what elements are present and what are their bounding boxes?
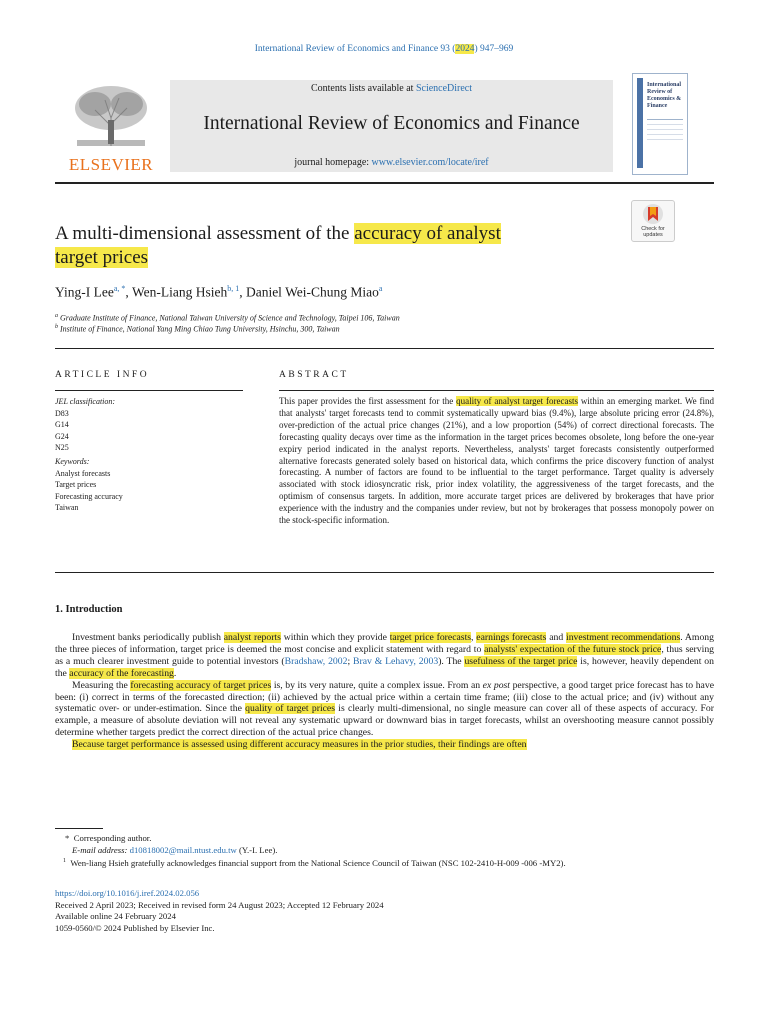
article-title (55, 222, 595, 270)
contents-line (170, 83, 613, 94)
text-segment: within which they provide (280, 632, 390, 643)
header-divider (55, 182, 714, 184)
text-segment: and (546, 632, 567, 643)
article-info-block (55, 396, 245, 514)
author-affiliation-marker[interactable]: a (378, 284, 383, 293)
elsevier-logo (55, 80, 167, 178)
section-heading-introduction: 1. Introduction (55, 604, 123, 615)
highlighted-text: usefulness of the target price (464, 655, 578, 667)
author-affiliation-marker[interactable]: a, * (113, 284, 126, 293)
text-segment: is clearly multi-dimensional, no single measure can cover all of these aspects of accuracy. For example, a measure of absolute deviation will not reveal any systematic upward or downward bias in target forecasts, whilst an overshooting measure cannot possibly determine whether targets predict the correct direction of the actual price changes. (55, 703, 714, 739)
title-highlight: target prices (55, 247, 149, 268)
text-segment: , (471, 632, 477, 643)
footnote-text: Wen-liang Hsieh gratefully acknowledges financial support from the National Science Council of Taiwan (NSC 102-2410-H-009 -006 -MY2). (70, 858, 566, 869)
email-label: E-mail address: (72, 844, 128, 855)
bookmark-icon (632, 201, 674, 227)
section-divider (55, 348, 714, 349)
jel-code: N25 (55, 443, 69, 453)
text-segment: . (173, 667, 177, 679)
abstract-heading: ABSTRACT (279, 370, 349, 380)
affiliation-text: Institute of Finance, National Yang Ming Chiao Tung University, Hsinchu, 300, Taiwan (60, 324, 340, 334)
footnote-email (55, 845, 715, 857)
author-name[interactable]: Ying-I Lee (55, 284, 114, 300)
text-segment: is, however, heavily dependent on the (55, 655, 714, 679)
highlighted-text: earnings forecasts (476, 632, 547, 643)
author-affiliation-marker[interactable]: b, 1 (227, 284, 240, 293)
citation-link[interactable]: Bradshaw, 2002 (284, 655, 348, 667)
highlighted-text: investment recommendations (566, 632, 681, 643)
abstract-text (279, 396, 714, 527)
keyword: Analyst forecasts (55, 468, 111, 478)
jel-code: D83 (55, 408, 69, 418)
text-segment: . Among the three pieces of information, target price is deemed the most concise and explicit statement with regard to (55, 632, 714, 655)
abstract-highlight: quality of analyst target forecasts (456, 396, 578, 406)
highlighted-text: accuracy of the forecasting (69, 667, 174, 679)
footnote-rule (55, 828, 103, 829)
citation-prefix: International Review of Economics and Finance 93 ( (254, 44, 456, 54)
homepage-prefix: journal homepage: (294, 157, 372, 168)
text-segment: ). The (438, 655, 465, 667)
footnotes (55, 833, 715, 870)
footnote-1 (55, 856, 715, 869)
journal-homepage-line (170, 157, 613, 168)
author-name[interactable]: Daniel Wei-Chung Miao (245, 284, 379, 300)
jel-code: G24 (55, 431, 69, 441)
footnote-corresponding (55, 833, 715, 845)
journal-citation[interactable] (0, 44, 768, 54)
journal-title: International Review of Economics and Finance (203, 113, 580, 134)
article-info-rule (55, 390, 243, 391)
publication-info (55, 888, 384, 935)
author-name[interactable]: Wen-Liang Hsieh (131, 284, 228, 300)
citation-suffix: ) 947–969 (474, 44, 514, 54)
keywords-label: Keywords: (55, 456, 90, 466)
email-link[interactable]: d10818002@mail.ntust.edu.tw (129, 844, 237, 855)
check-for-updates-button[interactable] (631, 200, 675, 242)
highlighted-text: analysts' expectation of the future stock price (484, 643, 662, 655)
homepage-link[interactable]: www.elsevier.com/locate/iref (371, 157, 489, 168)
introduction-body (55, 632, 714, 751)
text-segment: , thus serving as a much clearer investment guide to potential investors ( (55, 643, 715, 667)
journal-cover-thumbnail[interactable] (632, 73, 688, 175)
author-sep: , (125, 284, 132, 300)
text-segment: is, by its very nature, quite a complex issue. From an (271, 679, 483, 691)
footnote-mark: * (65, 833, 70, 843)
publisher-name: ELSEVIER (68, 155, 154, 174)
abstract-rule (279, 390, 714, 391)
doi-link[interactable]: https://doi.org/10.1016/j.iref.2024.02.056 (55, 888, 200, 898)
article-info-heading: ARTICLE INFO (55, 370, 150, 380)
paragraph (55, 739, 714, 751)
contents-prefix: Contents lists available at (310, 83, 416, 94)
text-segment: Measuring the (72, 679, 131, 691)
highlighted-text: forecasting accuracy of target prices (130, 679, 272, 691)
affiliation (55, 324, 340, 334)
highlighted-text: Because target performance is assessed using different accuracy measures in the prior studies, their findings are often (72, 739, 527, 751)
affiliation-mark: a (55, 313, 58, 319)
jel-code: G14 (55, 420, 69, 430)
citation-year: 2024 (455, 44, 475, 54)
sciencedirect-link[interactable]: ScienceDirect (415, 83, 473, 94)
cover-body (647, 119, 683, 164)
keyword: Taiwan (55, 503, 79, 513)
author-list (55, 284, 382, 301)
title-part: A multi-dimensional assessment of the (55, 223, 355, 244)
section-divider (55, 572, 714, 573)
affiliation-text: Graduate Institute of Finance, National Taiwan University of Science and Technology, Taipei 106, Taiwan (60, 313, 400, 323)
citation-link[interactable]: Brav & Lehavy, 2003 (353, 655, 439, 667)
received-dates: Received 2 April 2023; Received in revised form 24 August 2023; Accepted 12 February 2024 (55, 899, 384, 910)
keyword: Target prices (55, 480, 97, 490)
paragraph (55, 632, 714, 680)
cover-stripe (637, 78, 643, 168)
affiliation-mark: b (55, 324, 58, 330)
highlighted-text: target price forecasts (389, 632, 472, 643)
footnote-text: Corresponding author. (73, 833, 152, 843)
email-owner: (Y.-I. Lee). (236, 844, 278, 855)
highlighted-text: analyst reports (223, 632, 281, 643)
text-segment: perspective, a good target price forecast has to have been: (i) correct in terms of the forecasted direction; (ii) achieved by the actual price within a certain time frame; (iii) close to the actual price; and (iv) without any systematic over- or under-estimation. Since the (55, 679, 714, 715)
cover-title: International Review of Economics & Finance (647, 82, 682, 109)
copyright: 1059-0560/© 2024 Published by Elsevier Inc. (55, 923, 215, 934)
highlighted-text: quality of target prices (245, 703, 335, 715)
title-highlight: accuracy of analyst (354, 223, 501, 244)
abstract-part: within an emerging market. We find that analysts' target forecasts tend to commit systematically upward bias (9.4%), large absolute pricing error (24.8%), over-prediction of the actual price changes (21%), and a low proportion (54%) of correct directional forecasts. The forecasting quality decays over time as the information in the target prices becomes obsolete, long before the one-year expiry period indicated in the analyst reports. Nevertheless, analysts' target forecasts consistently outperformed alternative forecasts generated solely based on historical data, which confirms the price discovery function of analyst forecasting. A number of factors are found to be influential to the target performance. Target quality is adversely associated with stock idiosyncratic risk, prior index volatility, the aggressiveness of the target forecasts, and the optimism of consensus targets. In addition, more accurate target prices are delivered by brokerages that have prior experience with the industry and the companies under review, but not by brokerages that possess monopoly power on the stock-specific information. (279, 396, 714, 526)
jel-label: JEL classification: (55, 397, 116, 406)
text-segment: ; (347, 655, 354, 667)
online-date: Available online 24 February 2024 (55, 911, 176, 922)
author-sep: , (239, 284, 246, 300)
footnote-mark: 1 (63, 858, 66, 865)
italic-text: ex post (482, 679, 510, 691)
text-segment: Investment banks periodically publish (72, 632, 224, 643)
affiliation (55, 313, 400, 323)
check-badge-label: Check for updates (641, 226, 665, 238)
keyword: Forecasting accuracy (55, 491, 123, 501)
paragraph (55, 680, 714, 740)
abstract-part: This paper provides the first assessment for the (279, 396, 457, 406)
